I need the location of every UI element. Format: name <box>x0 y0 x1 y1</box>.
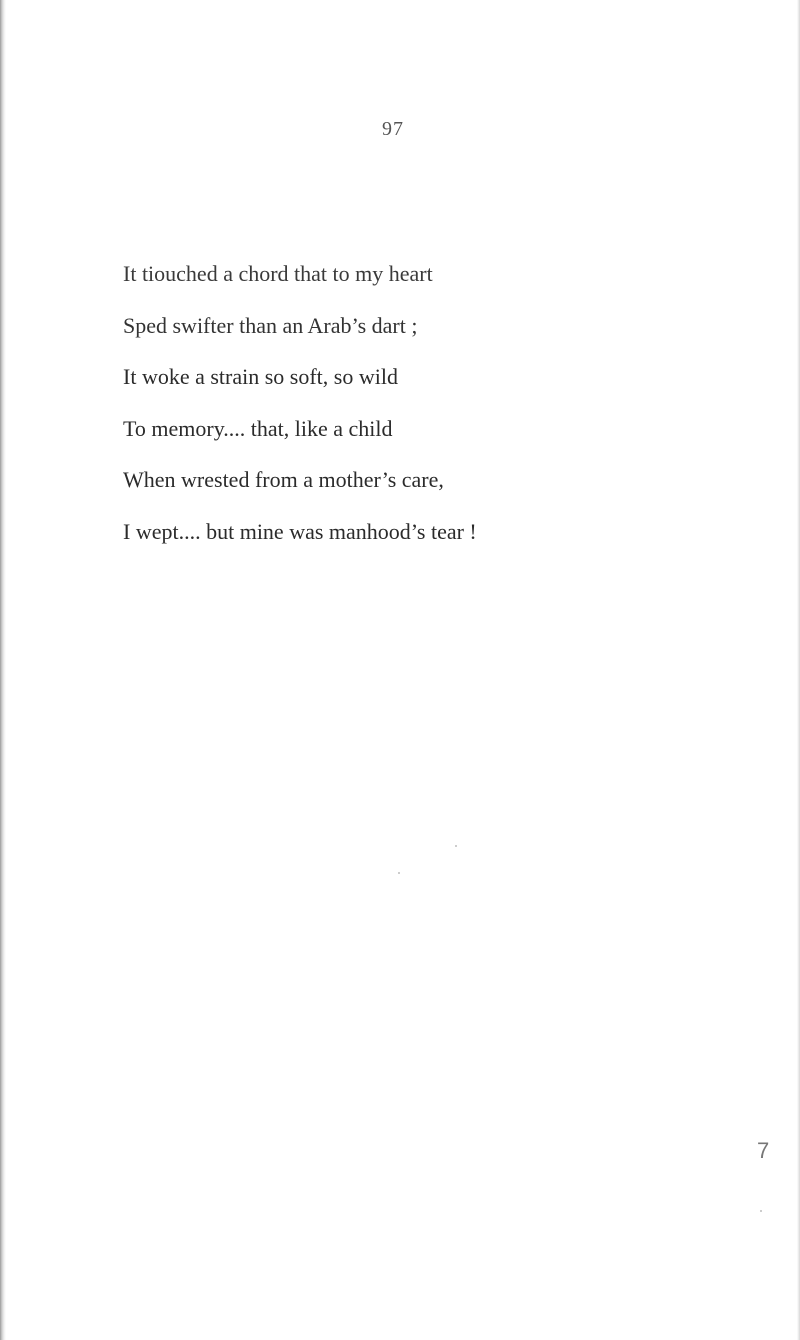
poem-line-2: Sped swifter than an Arab’s dart ; <box>123 312 418 338</box>
poem-line-6: I wept.... but mine was manhood’s tear ! <box>123 518 477 544</box>
scan-speck <box>398 872 400 874</box>
page-number: 97 <box>382 118 404 140</box>
poem-line-3: It woke a strain so soft, so wild <box>123 364 398 389</box>
scan-speck <box>455 845 457 847</box>
poem-line-5: When wrested from a mother’s care, <box>123 467 444 492</box>
poem-line-4: To memory.... that, like a child <box>123 415 393 441</box>
scan-speck <box>760 1210 762 1212</box>
poem-stanza <box>123 248 763 557</box>
poem-line-1: It tiouched a chord that to my heart <box>123 261 433 286</box>
margin-mark: 7 <box>757 1138 770 1163</box>
binding-edge <box>0 0 6 1340</box>
